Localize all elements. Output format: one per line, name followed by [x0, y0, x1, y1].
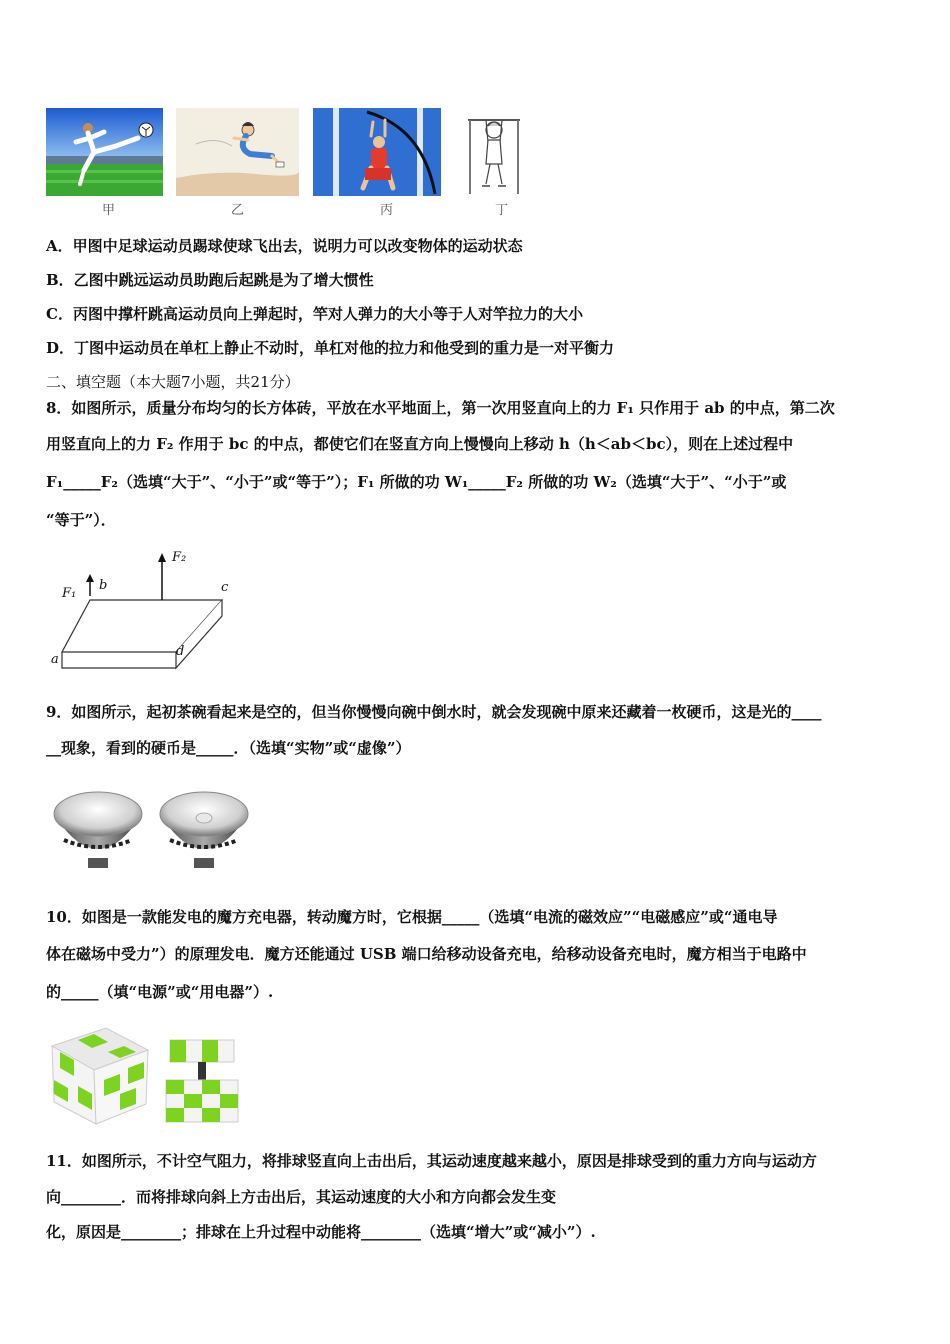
figure-caption-jia: 甲: [102, 203, 116, 218]
q11-line1: 11．如图所示，不计空气阻力，将排球竖直向上击出后，其运动速度越来越小，原因是排球受到的重力方向与运动方: [46, 1152, 817, 1170]
option-a: A．甲图中足球运动员踢球使球飞出去，说明力可以改变物体的运动状态: [46, 237, 523, 255]
label-f1: F₁: [62, 586, 77, 601]
tea-bowls: [50, 788, 255, 878]
option-d: D．丁图中运动员在单杠上静止不动时，单杠对他的拉力和他受到的重力是一对平衡力: [46, 339, 615, 357]
q10-line2: 体在磁场中受力”）的原理发电．魔方还能通过 USB 端口给移动设备充电，给移动设备充电时，魔方相当于电路中: [46, 945, 807, 963]
q10-line3: 的_____（填“电源”或“用电器”）.: [46, 983, 274, 1001]
section-heading: 二、填空题（本大题7小题，共21分）: [46, 373, 300, 391]
q10-line1: 10．如图是一款能发电的魔方充电器，转动魔方时，它根据_____（选填“电流的磁效应”“电磁感应”或“通电导: [46, 908, 778, 926]
figure-yi: [176, 108, 299, 196]
label-f2: F₂: [172, 550, 187, 565]
figure-caption-bing: 丙: [380, 203, 394, 218]
q11-line3: 化，原因是________；排球在上升过程中动能将________（选填“增大”或“减小”）.: [46, 1223, 596, 1241]
q11-line2: 向________．而将排球向斜上方击出后，其运动速度的大小和方向都会发生变: [46, 1188, 557, 1206]
cube-large: [52, 1028, 148, 1124]
figure-jia: [46, 108, 163, 196]
cube-charger-images: [48, 1024, 248, 1128]
label-c: c: [221, 580, 229, 595]
q9-line1: 9．如图所示，起初茶碗看起来是空的，但当你慢慢向碗中倒水时，就会发现碗中原来还藏着一枚硬币，这是光的____: [46, 703, 822, 721]
q8-line2: 用竖直向上的力 F₂ 作用于 bc 的中点，都使它们在竖直方向上慢慢向上移动 h（h＜ab＜bc），则在上述过程中: [46, 435, 794, 453]
label-d: d: [176, 644, 185, 659]
q8-line4: “等于”）．: [46, 511, 116, 529]
cube-charger-open: [166, 1040, 238, 1122]
q8-line1: 8．如图所示，质量分布均匀的长方体砖，平放在水平地面上，第一次用竖直向上的力 F₁ 只作用于 ab 的中点，第二次: [46, 399, 835, 417]
figure-bing: [313, 108, 441, 196]
bowl-right: [160, 792, 248, 868]
q9-line2: __现象，看到的硬币是_____．（选填“实物”或“虚像”）: [46, 739, 411, 757]
q8-line3: F₁_____F₂（选填“大于”、“小于”或“等于”）；F₁ 所做的功 W₁_____F₂ 所做的功 W₂（选填“大于”、“小于”或: [46, 473, 787, 491]
label-b: b: [99, 578, 108, 593]
figure-ding: [464, 106, 524, 196]
option-c: C．丙图中撑杆跳高运动员向上弹起时，竿对人弹力的大小等于人对竿拉力的大小: [46, 305, 583, 323]
option-b: B．乙图中跳远运动员助跑后起跳是为了增大惯性: [46, 271, 374, 289]
brick-diagram: [48, 548, 238, 676]
label-a: a: [51, 652, 59, 667]
figure-caption-yi: 乙: [231, 203, 245, 218]
bowl-left: [54, 792, 142, 868]
figure-caption-ding: 丁: [495, 203, 509, 218]
